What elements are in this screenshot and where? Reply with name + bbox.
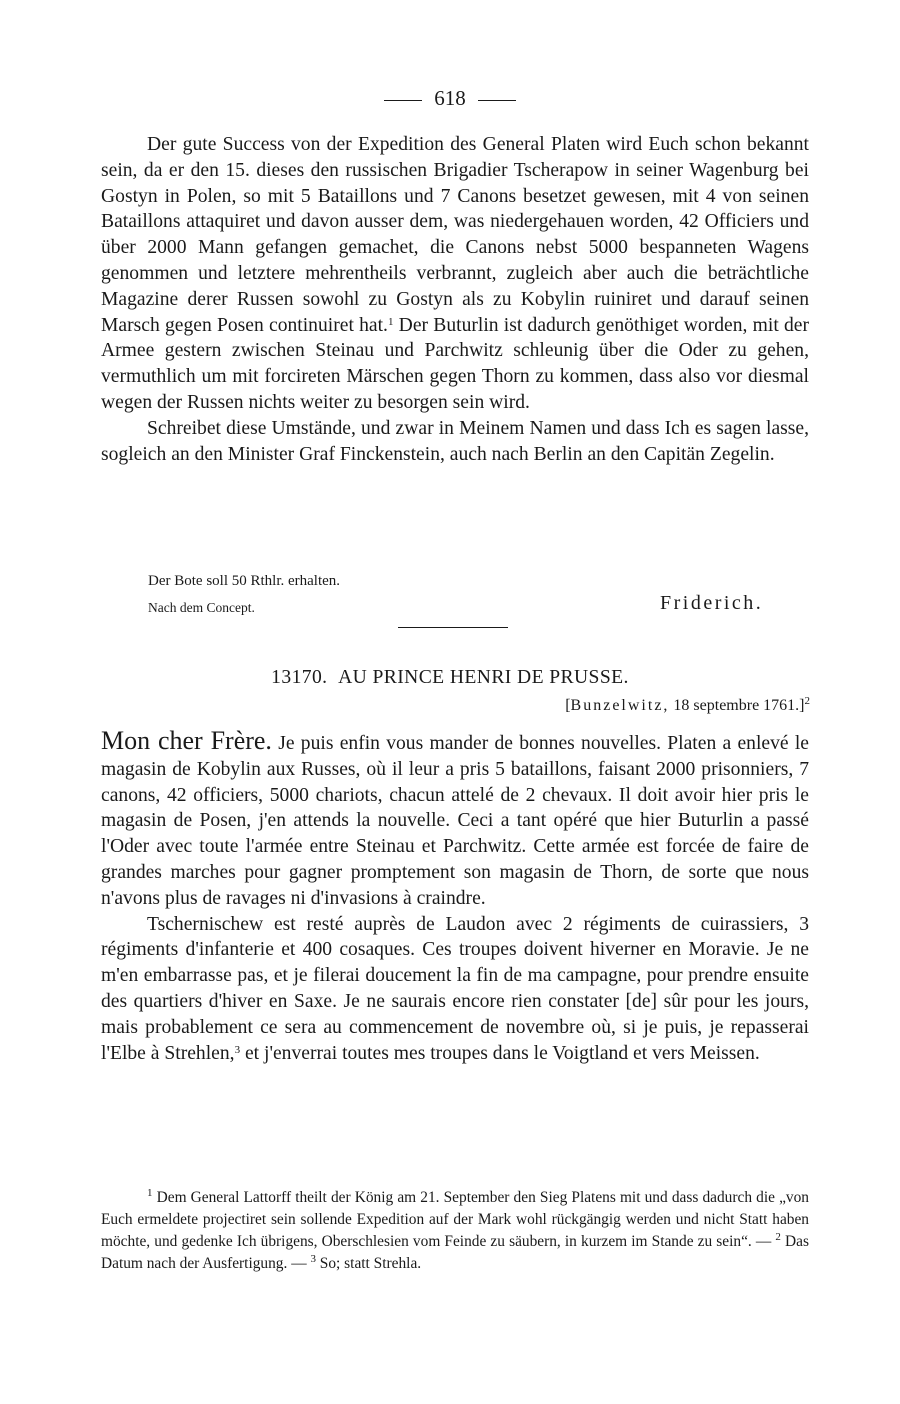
page-number-right-dash xyxy=(478,100,516,101)
previous-letter-paragraph-1-continuation: Der Buturlin ist dadurch genöthiget worden, mit der Armee gestern zwischen Steinau und Parchwitz schleunig über die Oder zu gehen, vermuthlich um mit forcireten Märschen gegen Thorn zu kommen, dass also vor diesmal wegen der Russen nichts weiter zu besorgen sein wird. xyxy=(101,314,810,413)
footnotes xyxy=(101,1187,809,1275)
footnote-block xyxy=(101,1187,809,1275)
letter-paragraph-1 xyxy=(101,728,809,912)
footnote-2-text: Das Datum nach der Ausfertigung. xyxy=(101,1233,809,1272)
footnote-separator-2: — xyxy=(287,1255,311,1272)
previous-letter-paragraph-2: Schreibet diese Umstände, und zwar in Meinem Namen und dass Ich es sagen lasse, sogleich an den Minister Graf Finckenstein, auch nach Berlin an den Capitän Zegelin. xyxy=(101,417,809,465)
source-note: Nach dem Concept. xyxy=(148,600,255,615)
previous-letter-paragraph-1 xyxy=(101,132,809,416)
footnote-1-text: Dem General Lattorff theilt der König am 21. September den Sieg Platens mit und dass dadurch die „von Euch ermeldete projectiret sein sollende Expedition auf der Mark wohl rückgängig werden und nicht Statt haben möchte, und gedenke Ich übrigens, Oberschlesien vom Feinde zu säubern, in kurzem im Stande zu sein“. xyxy=(101,1189,809,1250)
page-number-left-dash xyxy=(384,100,422,101)
footnote-separator-1: — xyxy=(751,1233,776,1250)
salutation: Mon cher Frère. xyxy=(101,726,272,755)
signature: Friderich. xyxy=(660,592,764,614)
footnote-reference-2: 2 xyxy=(804,695,810,707)
footnote-3-mark: 3 xyxy=(310,1253,316,1265)
postscript: Der Bote soll 50 Rthlr. erhalten. xyxy=(148,573,341,589)
dateline-place: Bunzelwitz, xyxy=(570,697,670,714)
letter-paragraph-2-text: Tschernischew est resté auprès de Laudon avec 2 régiments de cuirassiers, 3 régiments d'infanterie et 400 cosaques. Ces troupes doivent hiverner en Moravie. Je ne m'en embarrasse pas, et je filerai doucement la fin de ma campagne, pour prendre ensuite des quartiers d'hiver en Saxe. Je ne saurais encore rien constater [de] sûr pour les jours, mais probablement ce sera au commencement de novembre où, si je puis, je repasserai l'Elbe à Strehlen, xyxy=(101,913,809,1064)
previous-letter-body xyxy=(101,132,809,467)
letter-paragraph-2-continuation: et j'enverrai toutes mes troupes dans le Voigtland et vers Meissen. xyxy=(240,1042,760,1064)
page-number xyxy=(0,86,900,110)
letter-paragraph-1-text: Je puis enfin vous mander de bonnes nouvelles. Platen a enlevé le magasin de Kobylin aux Russes, où il leur a pris 5 bataillons, faisant 2000 prisonniers, 7 canons, 42 officiers, 5000 chariots, chacun attelé de 2 chevaux. Il doit avoir hier pris le magasin de Posen, j'en attends la nouvelle. Ceci a tant opéré que hier Buturlin a passé l'Oder avec toute l'armée entre Steinau et Parchwitz. Cette armée est forcée de faire de grandes marches pour gagner promptement son magasin de Thorn, de sorte que nous n'avons plus de ravages ni d'invasions à craindre. xyxy=(101,733,809,909)
letter-dateline: [Bunzelwitz, 18 septembre 1761.]$^2$ xyxy=(565,695,810,714)
page-number-value: 618 xyxy=(434,86,466,110)
letter-recipient: AU PRINCE HENRI DE PRUSSE. xyxy=(338,667,629,688)
section-divider xyxy=(398,627,508,628)
footnote-reference-1: 1 xyxy=(387,315,394,328)
letter-body xyxy=(101,728,809,1066)
footnote-3-text: So; statt Strehla. xyxy=(315,1255,422,1272)
letter-paragraph-2 xyxy=(101,912,809,1067)
letter-heading xyxy=(0,667,900,689)
dateline-date: 18 septembre 1761. xyxy=(673,697,800,714)
footnote-1-mark: 1 xyxy=(147,1187,153,1199)
letter-number: 13170. xyxy=(271,667,328,688)
footnote-reference-3: 3 xyxy=(234,1043,241,1056)
footnote-2-mark: 2 xyxy=(775,1231,781,1243)
previous-letter-paragraph-1-text: Der gute Success von der Expedition des General Platen wird Euch schon bekannt sein, da er den 15. dieses den russischen Brigadier Tscherapow in seiner Wagenburg bei Gostyn in Polen, so mit 5 Bataillons und 7 Canons besetzet gewesen, mit 4 von seinen Bataillons attaquiret und davon ausser dem, was niedergehauen worden, 42 Officiers und über 2000 Mann gefangen gemachet, die Canons nebst 5000 bespanneten Wagens genommen und letztere mehrentheils verbrannt, zugleich aber auch die beträchtliche Magazine derer Russen sowohl zu Gostyn als zu Kobylin ruiniret und darauf seinen Marsch gegen Posen continuiret hat. xyxy=(101,134,809,336)
